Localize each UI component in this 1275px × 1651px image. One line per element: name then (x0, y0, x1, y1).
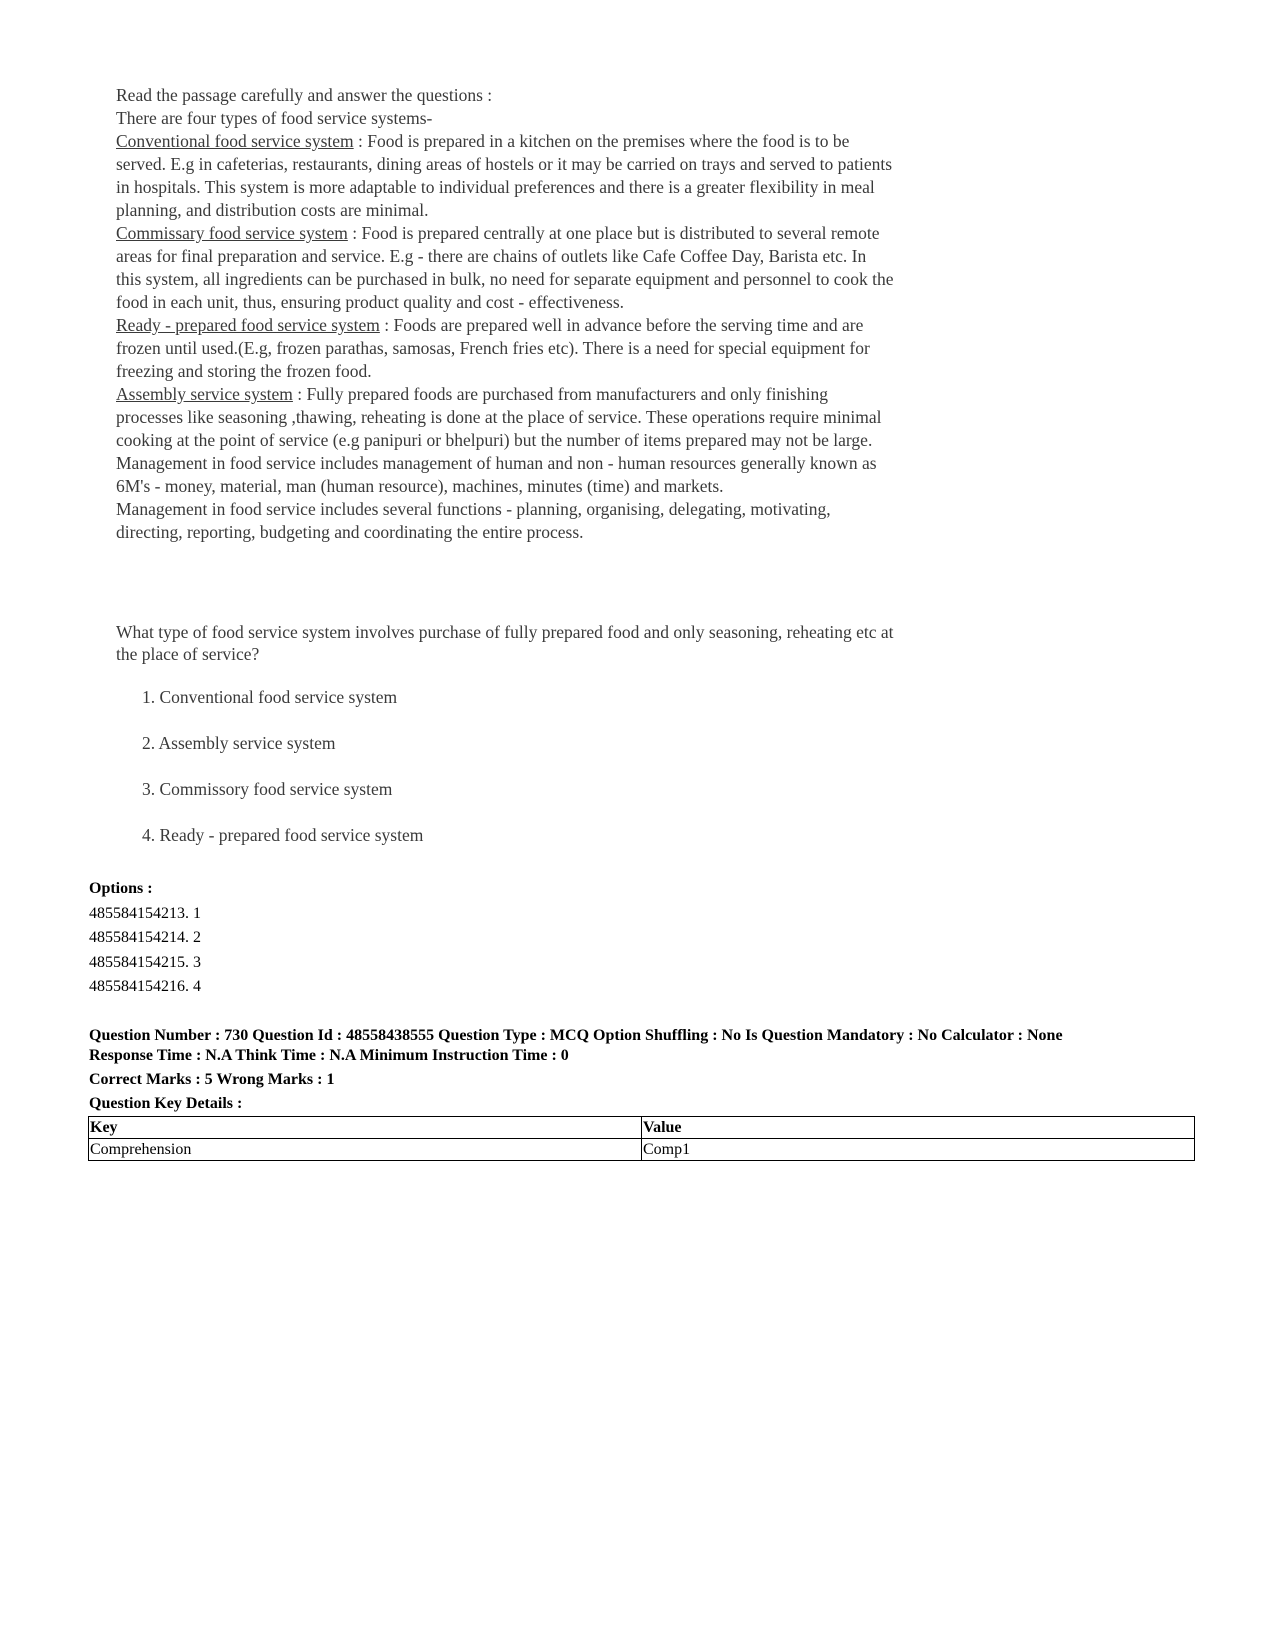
passage-management-line-1: Management in food service includes management of human and non - human resources generally known as (116, 453, 877, 473)
passage-types-intro: There are four types of food service systems- (116, 108, 433, 128)
ready-term: Ready - prepared food service system (116, 315, 380, 335)
passage-ready-line-2: frozen until used.(E.g, frozen parathas, samosas, French fries etc). There is a need for special equipment for (116, 338, 870, 358)
meta-key-details: Question Key Details : (89, 1095, 243, 1112)
key-cell: Comprehension (89, 1139, 642, 1161)
passage-intro: Read the passage carefully and answer the questions : (116, 85, 493, 105)
option-item: 485584154216. 4 (89, 978, 201, 995)
ready-text: : Foods are prepared well in advance before the serving time and are (379, 315, 864, 335)
question-choices (142, 686, 423, 870)
passage-commissary-line-1 (116, 222, 1016, 245)
passage-commissary-line-3: this system, all ingredients can be purchased in bulk, no need for separate equipment and personnel to cook the (116, 269, 894, 289)
key-table-header: Value (642, 1117, 1195, 1139)
passage-conventional-line-4: planning, and distribution costs are minimal. (116, 200, 429, 220)
passage-commissary-line-4: food in each unit, thus, ensuring product quality and cost - effectiveness. (116, 292, 625, 312)
assembly-term: Assembly service system (116, 384, 293, 404)
option-item: 485584154214. 2 (89, 929, 201, 946)
key-table (88, 1116, 1195, 1161)
passage-commissary-line-2: areas for final preparation and service. E.g - there are chains of outlets like Cafe Coffee Day, Barista etc. In (116, 246, 867, 266)
commissary-term: Commissary food service system (116, 223, 348, 243)
meta-line-2: Response Time : N.A Think Time : N.A Minimum Instruction Time : 0 (89, 1047, 569, 1064)
options-header: Options : (89, 880, 153, 897)
options-block (89, 877, 201, 1000)
assembly-text: : Fully prepared foods are purchased from manufacturers and only finishing (292, 384, 828, 404)
passage-image (116, 84, 1016, 845)
option-item: 485584154213. 1 (89, 904, 201, 922)
question-choice: 3. Commissory food service system (142, 779, 393, 799)
question-choice: 2. Assembly service system (142, 733, 336, 753)
passage-assembly-line-1 (116, 383, 1016, 406)
conventional-text: : Food is prepared in a kitchen on the premises where the food is to be (353, 131, 850, 151)
question-line-1: What type of food service system involves purchase of fully prepared food and only seasoning, reheating etc at (116, 622, 894, 642)
question-line-2: the place of service? (116, 644, 260, 664)
passage-management-line-3: Management in food service includes several functions - planning, organising, delegating, motivating, (116, 499, 831, 519)
passage-assembly-line-2: processes like seasoning ,thawing, reheating is done at the place of service. These operations require minimal (116, 407, 882, 427)
passage-conventional-line-3: in hospitals. This system is more adaptable to individual preferences and there is a greater flexibility in meal (116, 177, 875, 197)
conventional-term: Conventional food service system (116, 131, 354, 151)
meta-line-1: Question Number : 730 Question Id : 48558438555 Question Type : MCQ Option Shuffling : No Is Question Mandatory : No Calculator : None (89, 1027, 1063, 1044)
passage-ready-line-3: freezing and storing the frozen food. (116, 361, 372, 381)
question-choice: 4. Ready - prepared food service system (142, 825, 424, 845)
passage-ready-line-1 (116, 314, 1016, 337)
passage-conventional-line-1 (116, 130, 1016, 153)
option-item: 485584154215. 3 (89, 953, 201, 971)
value-cell: Comp1 (642, 1139, 1195, 1161)
question-meta (89, 1026, 1199, 1114)
passage-conventional-line-2: served. E.g in cafeterias, restaurants, dining areas of hostels or it may be carried on trays and served to patients (116, 154, 893, 174)
question-choice: 1. Conventional food service system (142, 687, 398, 707)
key-table-header: Key (89, 1117, 642, 1139)
question-text (116, 621, 1016, 665)
key-table-header-row (89, 1117, 1195, 1139)
commissary-text: : Food is prepared centrally at one place but is distributed to several remote (347, 223, 880, 243)
passage-assembly-line-3: cooking at the point of service (e.g panipuri or bhelpuri) but the number of items prepared may not be large. (116, 430, 873, 450)
passage-management-line-2: 6M's - money, material, man (human resource), machines, minutes (time) and markets. (116, 476, 724, 496)
passage-management-line-4: directing, reporting, budgeting and coordinating the entire process. (116, 522, 584, 542)
meta-marks: Correct Marks : 5 Wrong Marks : 1 (89, 1071, 335, 1088)
table-row (89, 1139, 1195, 1161)
